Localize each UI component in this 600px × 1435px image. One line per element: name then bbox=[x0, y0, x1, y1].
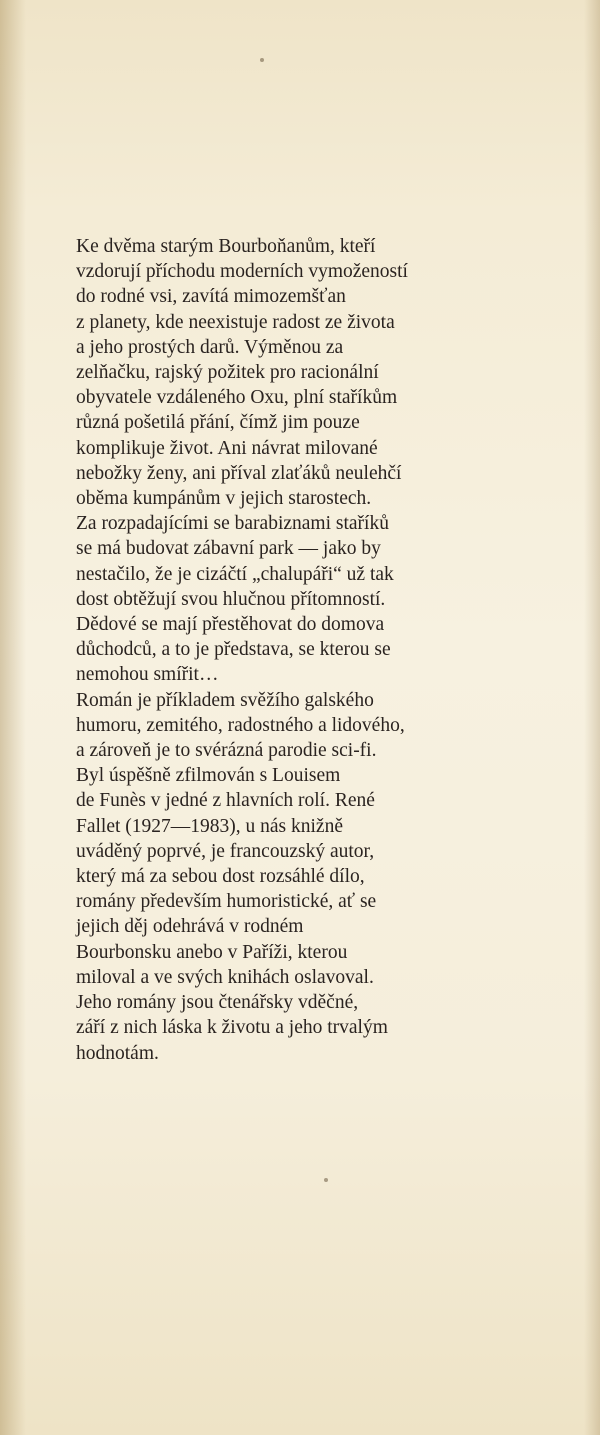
blurb-line: Román je příkladem svěžího galského bbox=[76, 689, 374, 711]
left-edge-shadow bbox=[0, 0, 26, 1435]
blurb-line: Fallet (1927—1983), u nás knižně bbox=[76, 815, 343, 837]
blurb-line: Za rozpadajícími se barabiznami staříků bbox=[76, 513, 389, 535]
blurb-line: se má budovat zábavní park — jako by bbox=[76, 538, 381, 560]
blurb-line: romány především humoristické, ať se bbox=[76, 891, 377, 913]
blurb-line: Bourbonsku anebo v Paříži, kterou bbox=[76, 941, 348, 963]
top-dot-mark bbox=[260, 58, 264, 62]
blurb-line: různá pošetilá přání, čímž jim pouze bbox=[76, 412, 360, 434]
blurb-line: oběma kumpánům v jejich starostech. bbox=[76, 488, 372, 510]
blurb-line: hodnotám. bbox=[76, 1042, 159, 1064]
blurb-line: a zároveň je to svérázná parodie sci-fi. bbox=[76, 740, 377, 762]
blurb-line: Byl úspěšně zfilmován s Louisem bbox=[76, 765, 341, 787]
blurb-line: z planety, kde neexistuje radost ze života bbox=[76, 311, 395, 333]
blurb-line: obyvatele vzdáleného Oxu, plní staříkům bbox=[76, 387, 398, 409]
blurb-line: důchodců, a to je představa, se kterou se bbox=[76, 639, 391, 661]
blurb-line: miloval a ve svých knihách oslavoval. bbox=[76, 966, 374, 988]
blurb-text bbox=[76, 234, 596, 1066]
blurb-line: dost obtěžují svou hlučnou přítomností. bbox=[76, 588, 386, 610]
blurb-line: nemohou smířit… bbox=[76, 664, 219, 686]
blurb-line: zelňačku, rajský požitek pro racionální bbox=[76, 362, 379, 384]
blurb-line: a jeho prostých darů. Výměnou za bbox=[76, 336, 344, 358]
blurb-line: září z nich láska k životu a jeho trvalým bbox=[76, 1017, 388, 1039]
blurb-line: Dědové se mají přestěhovat do domova bbox=[76, 614, 385, 636]
blurb-line: který má za sebou dost rozsáhlé dílo, bbox=[76, 866, 365, 888]
blurb-line: jejich děj odehrává v rodném bbox=[76, 916, 304, 938]
blurb-line: uváděný poprvé, je francouzský autor, bbox=[76, 840, 375, 862]
blurb-line: komplikuje život. Ani návrat milované bbox=[76, 437, 378, 459]
blurb-line: do rodné vsi, zavítá mimozemšťan bbox=[76, 286, 346, 308]
blurb-line: nebožky ženy, ani příval zlaťáků neulehčí bbox=[76, 462, 402, 484]
blurb-line: vzdorují příchodu moderních vymožeností bbox=[76, 261, 408, 283]
blurb-line: humoru, zemitého, radostného a lidového, bbox=[76, 714, 405, 736]
blurb-line: Ke dvěma starým Bourboňanům, kteří bbox=[76, 236, 376, 257]
blurb-line: Jeho romány jsou čtenářsky vděčné, bbox=[76, 992, 359, 1014]
blurb-line: de Funès v jedné z hlavních rolí. René bbox=[76, 790, 375, 812]
bottom-dot-mark bbox=[324, 1178, 328, 1182]
blurb-line: nestačilo, že je cizáčtí „chalupáři“ už tak bbox=[76, 563, 394, 585]
